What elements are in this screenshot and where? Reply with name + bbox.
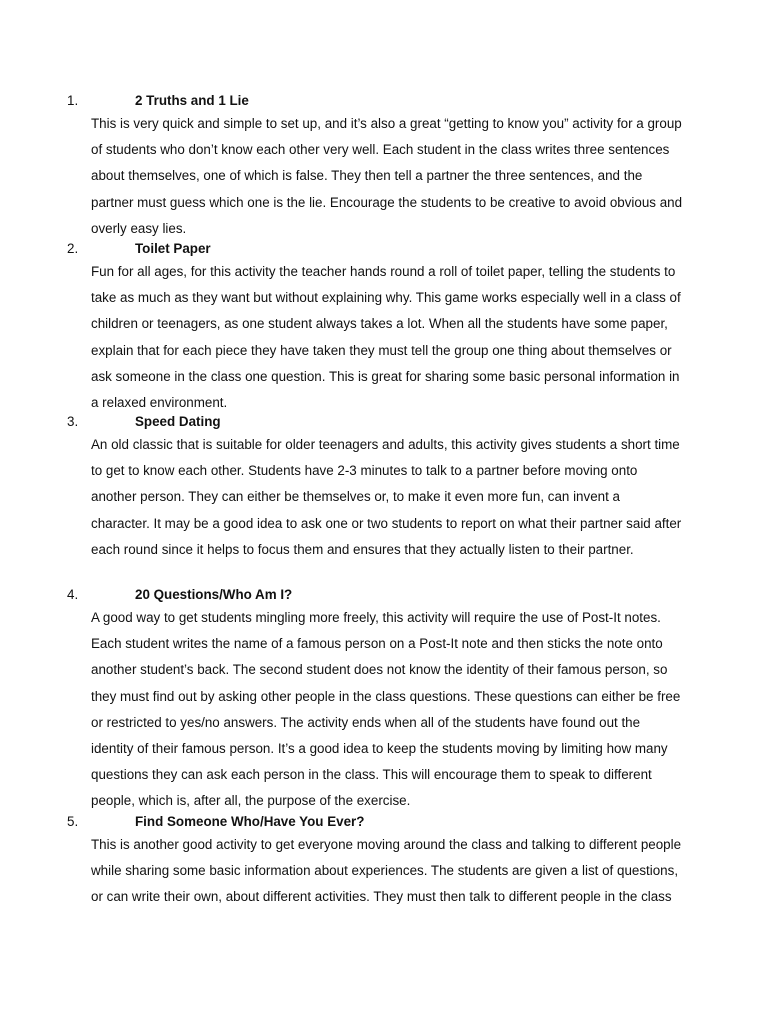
item-number: 1. [67,93,79,108]
item-paragraph [91,259,681,416]
paragraph-line: This is another good activity to get everyone moving around the class and talking to different people [91,837,682,852]
paragraph-line: A good way to get students mingling more freely, this activity will require the use of Post-It notes. [91,610,661,625]
paragraph-line: take as much as they want but without explaining why. This game works especially well in a class of [91,290,681,306]
item-number: 3. [67,414,79,429]
paragraph-line: a relaxed environment. [91,394,228,410]
paragraph-line: explain that for each piece they have taken they must tell the group one thing about themselves or [91,342,672,358]
paragraph-line: children or teenagers, as one student always takes a lot. When all the students have some paper, [91,316,668,332]
paragraph-line: An old classic that is suitable for older teenagers and adults, this activity gives students a short time [91,437,680,452]
paragraph-line: of students who don’t know each other very well. Each student in the class writes three sentences [91,142,670,158]
paragraph-line: another person. They can either be themselves or, to make it even more fun, can invent a [91,489,620,505]
paragraph-line: they must find out by asking other people in the class questions. These questions can either be free [91,688,681,704]
paragraph-line: questions they can ask each person in the class. This will encourage them to speak to different [91,767,652,783]
item-heading: Toilet Paper [135,241,211,256]
paragraph-line: Fun for all ages, for this activity the teacher hands round a roll of toilet paper, telling the students to [91,264,676,279]
paragraph-line: while sharing some basic information about experiences. The students are given a list of questions, [91,863,679,879]
paragraph-line: ask someone in the class one question. This is great for sharing some basic personal information in [91,368,680,384]
paragraph-line: about themselves, one of which is false. They then tell a partner the three sentences, and the [91,168,643,184]
paragraph-line: or can write their own, about different activities. They must then talk to different people in the class [91,889,672,905]
paragraph-line: identity of their famous person. It’s a good idea to keep the students moving by limiting how many [91,740,668,756]
item-heading: 2 Truths and 1 Lie [135,93,249,108]
item-paragraph [91,605,681,815]
paragraph-line: each round since it helps to focus them and ensures that they actually listen to their partner. [91,541,634,557]
item-heading: Find Someone Who/Have You Ever? [135,814,365,829]
item-number: 4. [67,587,79,602]
item-heading: Speed Dating [135,414,221,429]
paragraph-line: or restricted to yes/no answers. The activity ends when all of the students have found out the [91,714,641,730]
item-paragraph [91,111,681,242]
paragraph-line: overly easy lies. [91,220,187,236]
item-number: 2. [67,241,79,256]
item-paragraph [91,832,681,911]
paragraph-line: partner must guess which one is the lie. Encourage the students to be creative to avoid obvious and [91,194,683,210]
paragraph-line: Each student writes the name of a famous person on a Post-It note and then sticks the note onto [91,636,663,652]
item-heading: 20 Questions/Who Am I? [135,587,293,602]
paragraph-line: character. It may be a good idea to ask one or two students to report on what their partner said after [91,515,682,531]
item-paragraph [91,432,681,563]
paragraph-line: people, which is, after all, the purpose of the exercise. [91,793,411,809]
item-number: 5. [67,814,79,829]
paragraph-line: This is very quick and simple to set up, and it’s also a great “getting to know you” activity for a group [91,116,682,131]
paragraph-line: to get to know each other. Students have 2-3 minutes to talk to a partner before moving onto [91,463,638,479]
paragraph-line: another student’s back. The second student does not know the identity of their famous person, so [91,662,668,678]
